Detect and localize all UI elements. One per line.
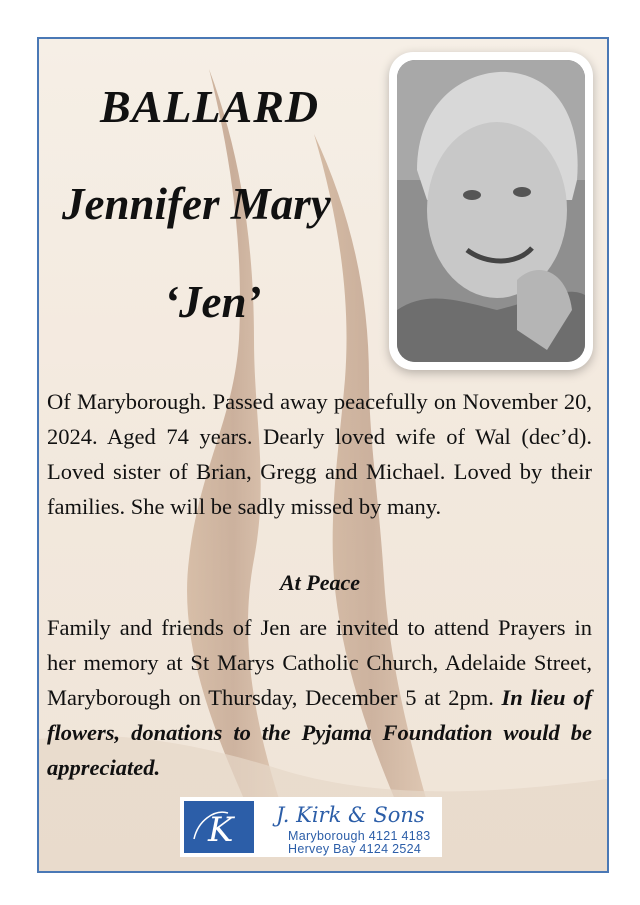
portrait-photo: [397, 60, 585, 362]
deceased-surname: BALLARD: [100, 81, 320, 132]
service-details-text: Family and friends of Jen are invited to attend Prayers in her memory at St Marys Catholic Church, Adelaide Street, Maryborough on Thursday, December 5 at 2pm.: [47, 615, 592, 710]
funeral-director-name: J. Kirk & Sons: [276, 803, 425, 827]
maryborough-phone: Maryborough 4121 4183: [288, 829, 431, 843]
deceased-given-names: Jennifer Mary: [62, 179, 331, 229]
at-peace-heading: At Peace: [279, 570, 361, 595]
funeral-director-logo: [180, 797, 442, 857]
logo-letter: K: [208, 810, 234, 850]
service-details-paragraph: [47, 610, 592, 785]
hervey-bay-phone: Hervey Bay 4124 2524: [288, 842, 422, 856]
notice-paragraph: Of Maryborough. Passed away peacefully on November 20, 2024. Aged 74 years. Dearly loved wife of Wal (dec’d). Loved sister of Brian, Gregg and Michael. Loved by their families. She will be sadly missed by many.: [47, 389, 592, 519]
portrait-photo-card: [389, 52, 593, 370]
donation-request-text: In lieu of flowers, donations to the Pyjama Foundation would be appreciated.: [47, 685, 592, 780]
kirk-k-logo-icon: [184, 801, 254, 853]
deceased-nickname: ‘Jen’: [164, 277, 262, 327]
